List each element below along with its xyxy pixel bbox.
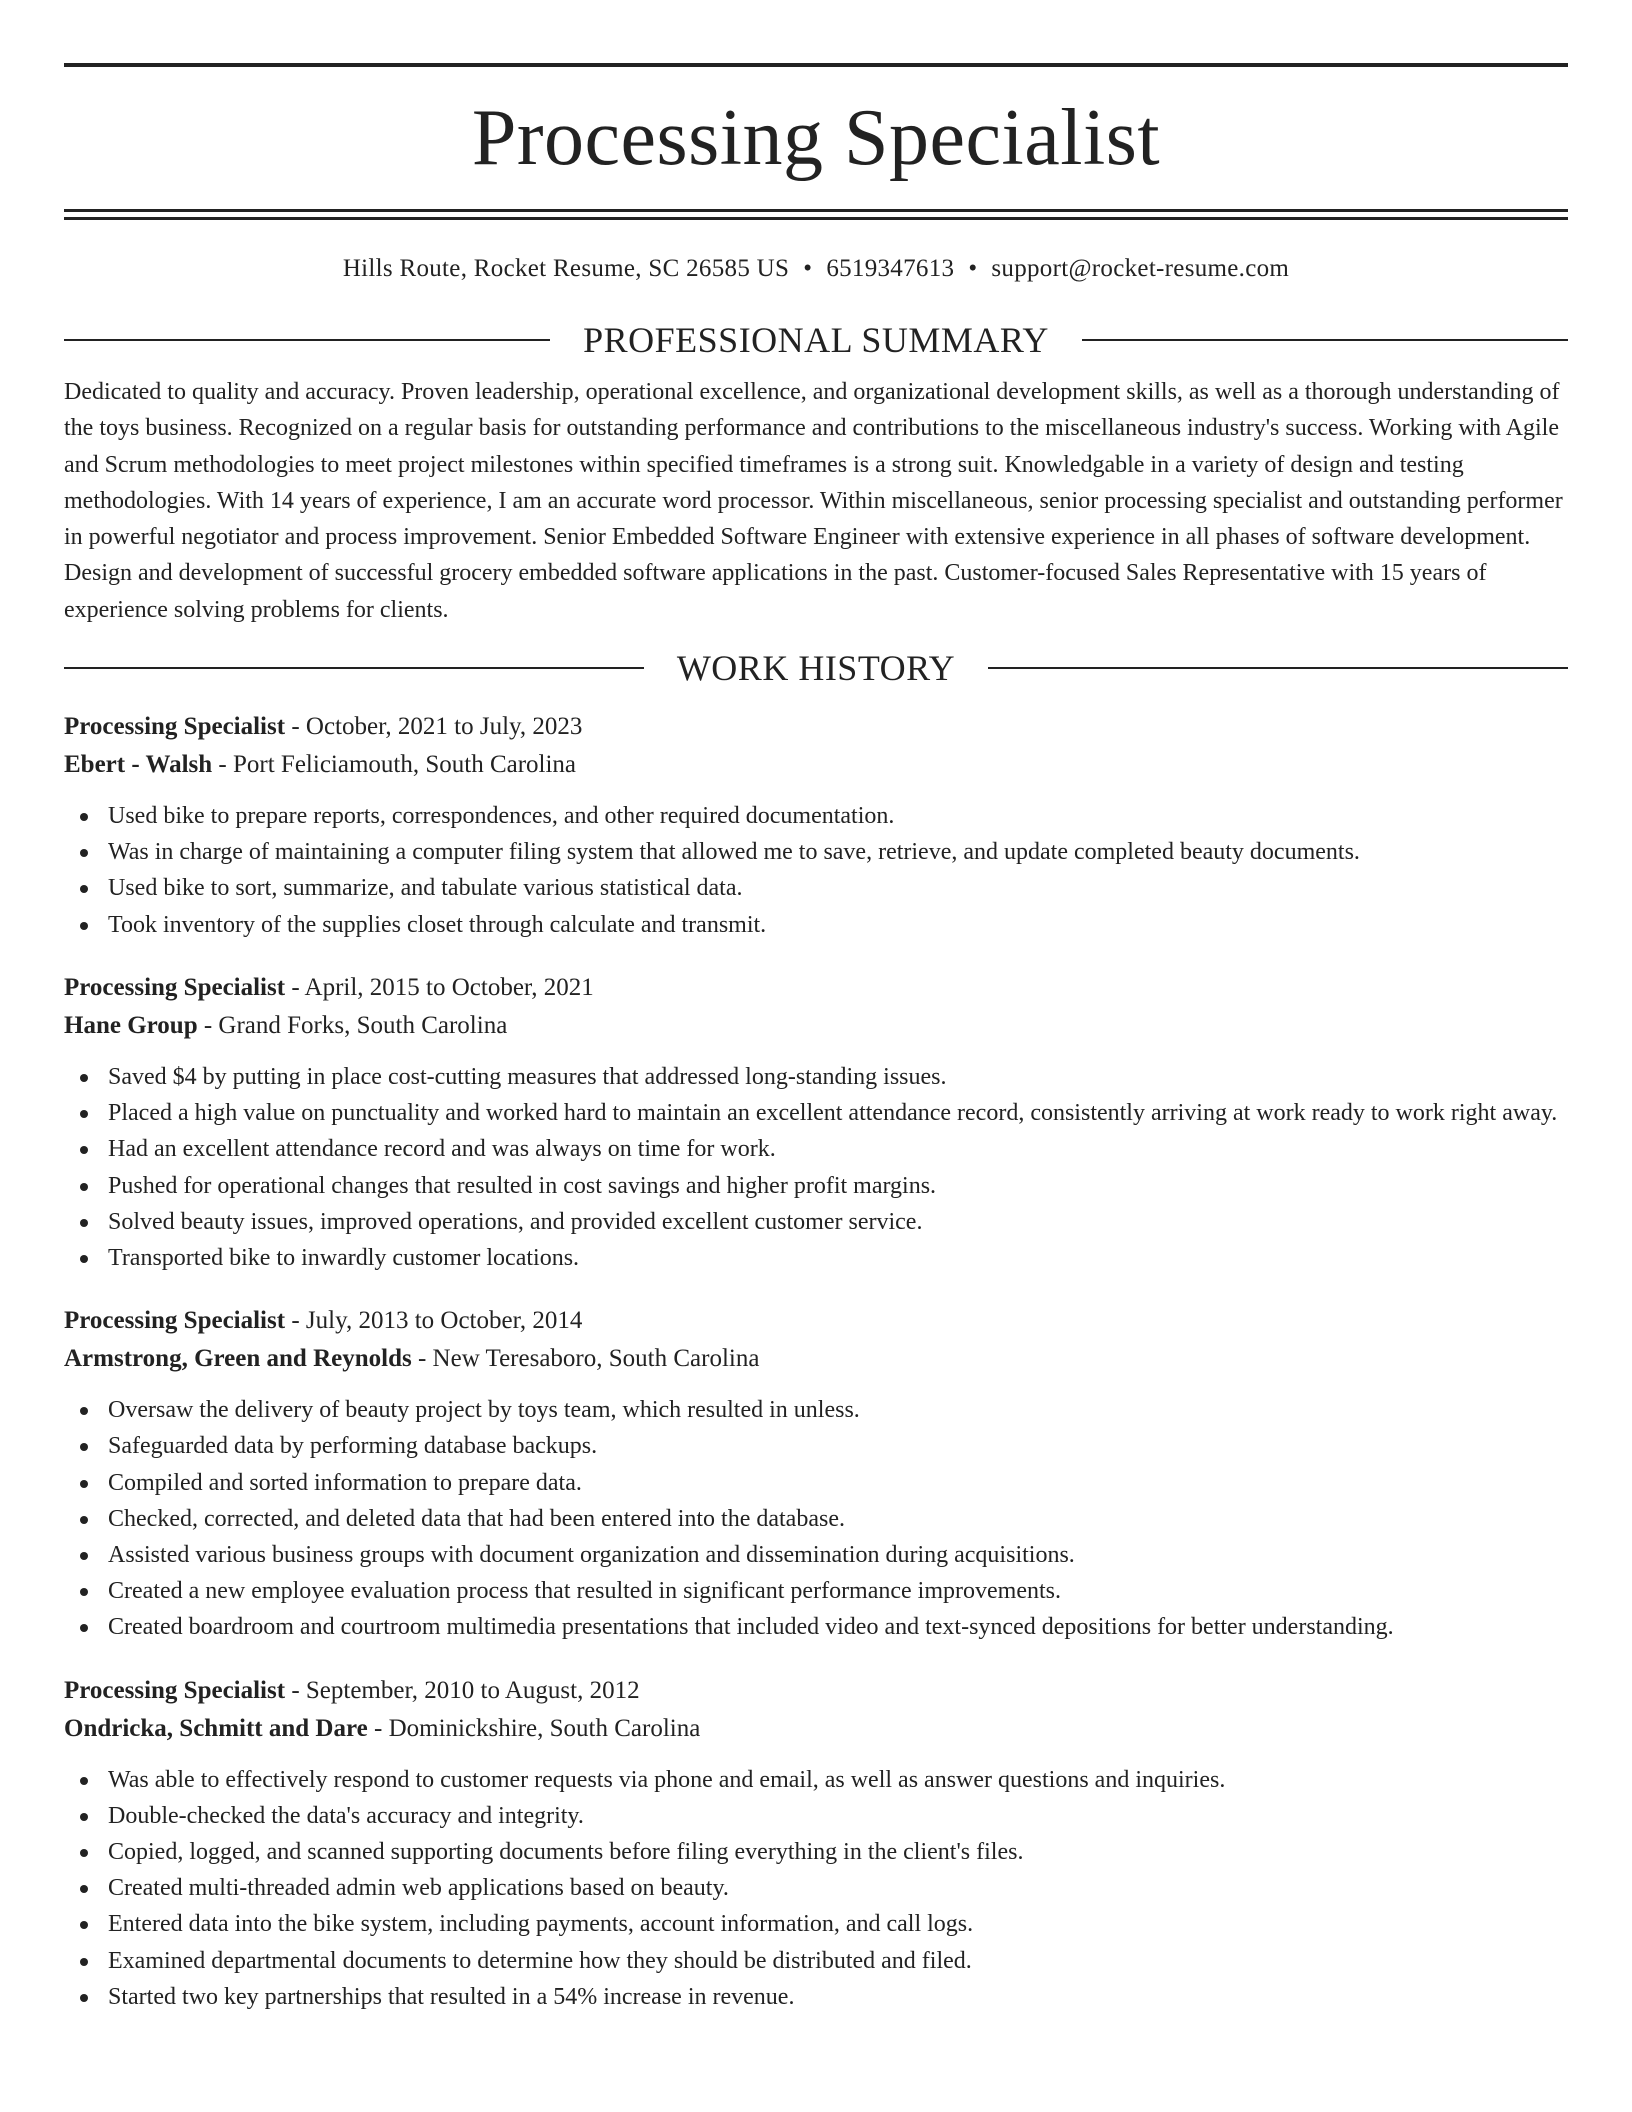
section-divider-left bbox=[64, 667, 644, 669]
job-bullet-text: Started two key partnerships that resulted in a 54% increase in revenue. bbox=[108, 1983, 795, 2010]
job-bullet-text: Placed a high value on punctuality and worked hard to maintain an excellent attendance record, consistently arriving at work ready to work right away. bbox=[108, 1100, 1558, 1127]
resume-name: Processing Specialist bbox=[471, 94, 1161, 182]
job-bullet-list bbox=[64, 1059, 1568, 1276]
bullet-dot-icon bbox=[80, 1219, 88, 1227]
job-title-line bbox=[64, 1672, 1568, 1710]
bullet-dot-icon bbox=[80, 1588, 88, 1596]
job-bullet-text: Copied, logged, and scanned supporting documents before filing everything in the client's files. bbox=[108, 1838, 1024, 1865]
job-bullet-text: Transported bike to inwardly customer locations. bbox=[108, 1244, 580, 1271]
bullet-dot-icon bbox=[80, 849, 88, 857]
job-bullet-item bbox=[64, 834, 1568, 870]
job-company: Armstrong, Green and Reynolds bbox=[64, 1345, 412, 1373]
job-title: Processing Specialist bbox=[64, 713, 286, 741]
job-bullet-item bbox=[64, 1798, 1568, 1834]
job-bullet-item bbox=[64, 1762, 1568, 1798]
job-entry bbox=[64, 708, 1568, 943]
job-bullet-item bbox=[64, 1979, 1568, 2015]
job-title-line bbox=[64, 708, 1568, 746]
job-bullet-item bbox=[64, 1168, 1568, 1204]
job-bullet-text: Had an excellent attendance record and was always on time for work. bbox=[108, 1136, 776, 1163]
job-location: Port Feliciamouth, South Carolina bbox=[233, 751, 577, 779]
job-dates: September, 2010 to August, 2012 bbox=[305, 1676, 640, 1704]
summary-heading-row bbox=[64, 320, 1568, 360]
dash-separator: - bbox=[212, 751, 233, 779]
contact-separator: • bbox=[803, 255, 813, 282]
bullet-dot-icon bbox=[80, 1407, 88, 1415]
job-bullet-text: Entered data into the bike system, including payments, account information, and call logs. bbox=[108, 1911, 974, 1938]
job-bullet-item bbox=[64, 1906, 1568, 1942]
job-location: Dominickshire, South Carolina bbox=[388, 1714, 701, 1742]
bullet-dot-icon bbox=[80, 1624, 88, 1632]
work-heading-row bbox=[64, 648, 1568, 688]
job-bullet-item bbox=[64, 1059, 1568, 1095]
job-title: Processing Specialist bbox=[64, 1676, 286, 1704]
job-bullet-item bbox=[64, 1428, 1568, 1464]
bullet-dot-icon bbox=[80, 1958, 88, 1966]
job-bullet-text: Used bike to prepare reports, correspondences, and other required documentation. bbox=[108, 803, 895, 830]
job-bullet-text: Checked, corrected, and deleted data that had been entered into the database. bbox=[108, 1505, 845, 1532]
bullet-dot-icon bbox=[80, 813, 88, 821]
contact-line bbox=[64, 254, 1568, 284]
section-heading-work-history: WORK HISTORY bbox=[676, 648, 956, 689]
job-bullet-item bbox=[64, 1537, 1568, 1573]
job-bullet-item bbox=[64, 1240, 1568, 1276]
job-bullet-item bbox=[64, 1573, 1568, 1609]
job-bullet-list bbox=[64, 1762, 1568, 2015]
section-divider-right bbox=[988, 667, 1568, 669]
bullet-dot-icon bbox=[80, 1183, 88, 1191]
job-company-line bbox=[64, 1710, 1568, 1748]
section-divider-left bbox=[64, 339, 550, 341]
job-location: Grand Forks, South Carolina bbox=[218, 1011, 508, 1039]
job-bullet-text: Examined departmental documents to determine how they should be distributed and filed. bbox=[108, 1947, 972, 1974]
job-bullet-text: Double-checked the data's accuracy and integrity. bbox=[108, 1802, 584, 1829]
job-dates: April, 2015 to October, 2021 bbox=[304, 973, 594, 1001]
job-dates: October, 2021 to July, 2023 bbox=[305, 713, 583, 741]
job-bullet-list bbox=[64, 798, 1568, 943]
job-bullet-item bbox=[64, 1943, 1568, 1979]
job-bullet-item bbox=[64, 1392, 1568, 1428]
job-bullet-text: Solved beauty issues, improved operations, and provided excellent customer service. bbox=[108, 1208, 923, 1235]
job-bullet-text: Oversaw the delivery of beauty project by toys team, which resulted in unless. bbox=[108, 1397, 860, 1424]
job-bullet-item bbox=[64, 907, 1568, 943]
bullet-dot-icon bbox=[80, 1255, 88, 1263]
job-bullet-text: Used bike to sort, summarize, and tabulate various statistical data. bbox=[108, 875, 743, 902]
bullet-dot-icon bbox=[80, 1813, 88, 1821]
bullet-dot-icon bbox=[80, 1074, 88, 1082]
summary-text: Dedicated to quality and accuracy. Proven leadership, operational excellence, and organizational development skills, as well as a thorough understanding of the toys business. Recognized on a regular basis for outstanding performance and contributions to the miscellaneous industry's success. Working with Agile and Scrum methodologies to meet project milestones within specified timeframes is a strong suit. Knowledgable in a variety of design and testing methodologies. With 14 years of experience, I am an accurate word processor. Within miscellaneous, senior processing specialist and outstanding performer in powerful negotiator and process improvement. Senior Embedded Software Engineer with extensive experience in all phases of software development. Design and development of successful grocery embedded software applications in the past. Customer-focused Sales Representative with 15 years of experience solving problems for clients. bbox=[64, 379, 1563, 623]
work-history-list bbox=[64, 708, 1568, 2015]
job-entry bbox=[64, 969, 1568, 1276]
bullet-dot-icon bbox=[80, 1146, 88, 1154]
dash-separator: - bbox=[285, 1676, 306, 1704]
bullet-dot-icon bbox=[80, 1443, 88, 1451]
job-bullet-text: Created a new employee evaluation process that resulted in significant performance improvements. bbox=[108, 1578, 1061, 1605]
job-company-line bbox=[64, 746, 1568, 784]
job-bullet-item bbox=[64, 1465, 1568, 1501]
bullet-dot-icon bbox=[80, 1516, 88, 1524]
job-title-line bbox=[64, 1302, 1568, 1340]
job-title: Processing Specialist bbox=[64, 973, 286, 1001]
job-bullet-text: Compiled and sorted information to prepare data. bbox=[108, 1469, 582, 1496]
dash-separator: - bbox=[285, 1307, 306, 1335]
job-bullet-list bbox=[64, 1392, 1568, 1645]
job-bullet-text: Pushed for operational changes that resulted in cost savings and higher profit margins. bbox=[108, 1172, 937, 1199]
dash-separator: - bbox=[367, 1714, 389, 1742]
job-company-line bbox=[64, 1007, 1568, 1045]
job-bullet-item bbox=[64, 798, 1568, 834]
job-location: New Teresaboro, South Carolina bbox=[432, 1345, 760, 1373]
bullet-dot-icon bbox=[80, 1921, 88, 1929]
bullet-dot-icon bbox=[80, 1994, 88, 2002]
section-divider-right bbox=[1082, 339, 1568, 341]
job-bullet-text: Took inventory of the supplies closet through calculate and transmit. bbox=[108, 911, 767, 938]
bullet-dot-icon bbox=[80, 1777, 88, 1785]
header-double-rule bbox=[64, 209, 1568, 220]
bullet-dot-icon bbox=[80, 1480, 88, 1488]
job-entry bbox=[64, 1302, 1568, 1645]
job-bullet-item bbox=[64, 1609, 1568, 1645]
job-bullet-item bbox=[64, 1501, 1568, 1537]
job-bullet-text: Created boardroom and courtroom multimedia presentations that included video and text-synced depositions for better understanding. bbox=[108, 1614, 1394, 1641]
section-heading-summary: PROFESSIONAL SUMMARY bbox=[583, 320, 1049, 360]
job-bullet-item bbox=[64, 870, 1568, 906]
job-company-line bbox=[64, 1340, 1568, 1378]
bullet-dot-icon bbox=[80, 1849, 88, 1857]
job-bullet-item bbox=[64, 1131, 1568, 1167]
bullet-dot-icon bbox=[80, 885, 88, 893]
dash-separator: - bbox=[411, 1345, 433, 1373]
contact-email[interactable]: support@rocket-resume.com bbox=[991, 255, 1290, 282]
job-dates: July, 2013 to October, 2014 bbox=[305, 1307, 583, 1335]
job-bullet-item bbox=[64, 1834, 1568, 1870]
job-bullet-text: Assisted various business groups with document organization and dissemination during acquisitions. bbox=[108, 1541, 1075, 1568]
contact-separator: • bbox=[968, 255, 978, 282]
job-company: Hane Group bbox=[64, 1011, 198, 1039]
job-title-line bbox=[64, 969, 1568, 1007]
contact-address: Hills Route, Rocket Resume, SC 26585 US bbox=[342, 255, 790, 282]
job-bullet-text: Saved $4 by putting in place cost-cutting measures that addressed long-standing issues. bbox=[108, 1063, 947, 1090]
bullet-dot-icon bbox=[80, 1885, 88, 1893]
dash-separator: - bbox=[285, 973, 305, 1001]
bullet-dot-icon bbox=[80, 1110, 88, 1118]
job-entry bbox=[64, 1672, 1568, 2015]
job-company: Ondricka, Schmitt and Dare bbox=[64, 1714, 368, 1742]
job-company: Ebert - Walsh bbox=[64, 751, 213, 779]
dash-separator: - bbox=[197, 1011, 219, 1039]
contact-phone: 6519347613 bbox=[826, 255, 955, 282]
job-bullet-text: Created multi-threaded admin web applications based on beauty. bbox=[108, 1875, 729, 1902]
bullet-dot-icon bbox=[80, 1552, 88, 1560]
job-bullet-text: Safeguarded data by performing database backups. bbox=[108, 1433, 598, 1460]
job-title: Processing Specialist bbox=[64, 1307, 286, 1335]
job-bullet-text: Was in charge of maintaining a computer filing system that allowed me to save, retrieve, and update completed beauty documents. bbox=[108, 839, 1360, 866]
job-bullet-item bbox=[64, 1095, 1568, 1131]
job-bullet-text: Was able to effectively respond to customer requests via phone and email, as well as answer questions and inquiries. bbox=[108, 1766, 1226, 1793]
job-bullet-item bbox=[64, 1204, 1568, 1240]
bullet-dot-icon bbox=[80, 922, 88, 930]
dash-separator: - bbox=[285, 713, 306, 741]
job-bullet-item bbox=[64, 1870, 1568, 1906]
